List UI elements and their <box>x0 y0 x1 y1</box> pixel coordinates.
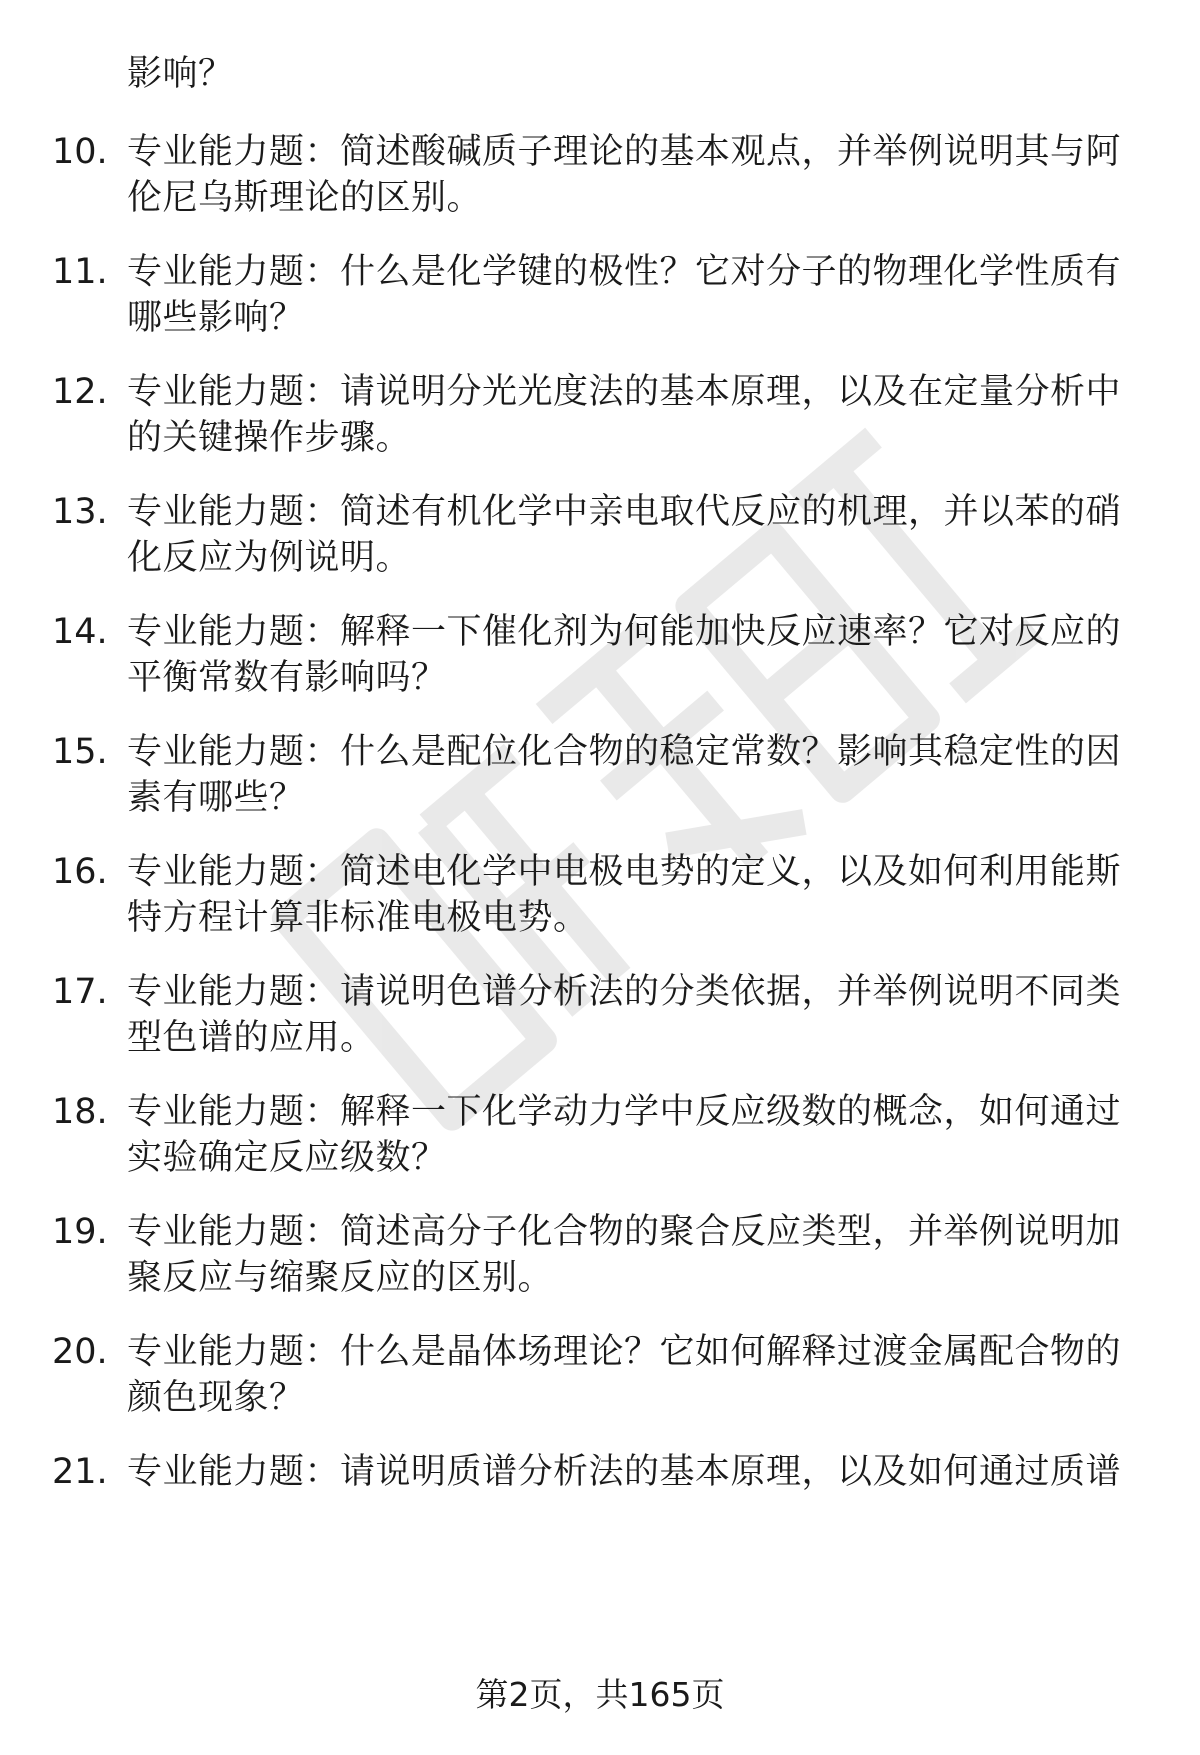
question-text-line1: 专业能力题：解释一下化学动力学中反应级数的概念，如何通过 <box>127 1092 1122 1132</box>
question-text-line1: 专业能力题：请说明色谱分析法的分类依据，并举例说明不同类 <box>127 972 1122 1012</box>
question-number: 11. <box>52 252 108 292</box>
question-text-line2: 化反应为例说明。 <box>127 538 412 578</box>
question-text-line2: 伦尼乌斯理论的区别。 <box>127 178 483 218</box>
question-number: 21. <box>52 1452 108 1492</box>
question-text-line2: 素有哪些？ <box>127 778 305 818</box>
question-text-line1: 专业能力题：简述电化学中电极电势的定义，以及如何利用能斯 <box>127 852 1122 892</box>
question-number: 16. <box>52 852 108 892</box>
question-text-line2: 特方程计算非标准电极电势。 <box>127 898 589 938</box>
carryover-text: 影响？ <box>127 54 234 94</box>
question-number: 17. <box>52 972 108 1012</box>
question-number: 18. <box>52 1092 108 1132</box>
question-number: 15. <box>52 732 108 772</box>
question-text-line1: 专业能力题：什么是配位化合物的稳定常数？影响其稳定性的因 <box>127 732 1122 772</box>
question-text-line1: 专业能力题：简述酸碱质子理论的基本观点，并举例说明其与阿 <box>127 132 1122 172</box>
question-number: 10. <box>52 132 108 172</box>
question-text-line2: 实验确定反应级数？ <box>127 1138 447 1178</box>
question-number: 19. <box>52 1212 108 1252</box>
question-text-line2: 哪些影响？ <box>127 298 305 338</box>
question-text-line1: 专业能力题：请说明分光光度法的基本原理，以及在定量分析中 <box>127 372 1122 412</box>
question-text-line1: 专业能力题：请说明质谱分析法的基本原理，以及如何通过质谱 <box>127 1452 1122 1492</box>
question-text-line2: 聚反应与缩聚反应的区别。 <box>127 1258 554 1298</box>
question-number: 13. <box>52 492 108 532</box>
question-text-line1: 专业能力题：简述高分子化合物的聚合反应类型，并举例说明加 <box>127 1212 1122 1252</box>
question-number: 12. <box>52 372 108 412</box>
question-text-line1: 专业能力题：什么是晶体场理论？它如何解释过渡金属配合物的 <box>127 1332 1122 1372</box>
page-footer: 第2页，共165页 <box>475 1675 725 1714</box>
question-text-line2: 型色谱的应用。 <box>127 1018 376 1058</box>
question-number: 14. <box>52 612 108 652</box>
question-text-line1: 专业能力题：什么是化学键的极性？它对分子的物理化学性质有 <box>127 252 1122 292</box>
question-text-line1: 专业能力题：解释一下催化剂为何能加快反应速率？它对反应的 <box>127 612 1122 652</box>
question-text-line2: 颜色现象？ <box>127 1378 305 1418</box>
question-text-line2: 的关键操作步骤。 <box>127 418 412 458</box>
question-text-line2: 平衡常数有影响吗？ <box>127 658 447 698</box>
question-text-line1: 专业能力题：简述有机化学中亲电取代反应的机理，并以苯的硝 <box>127 492 1122 532</box>
question-number: 20. <box>52 1332 108 1372</box>
